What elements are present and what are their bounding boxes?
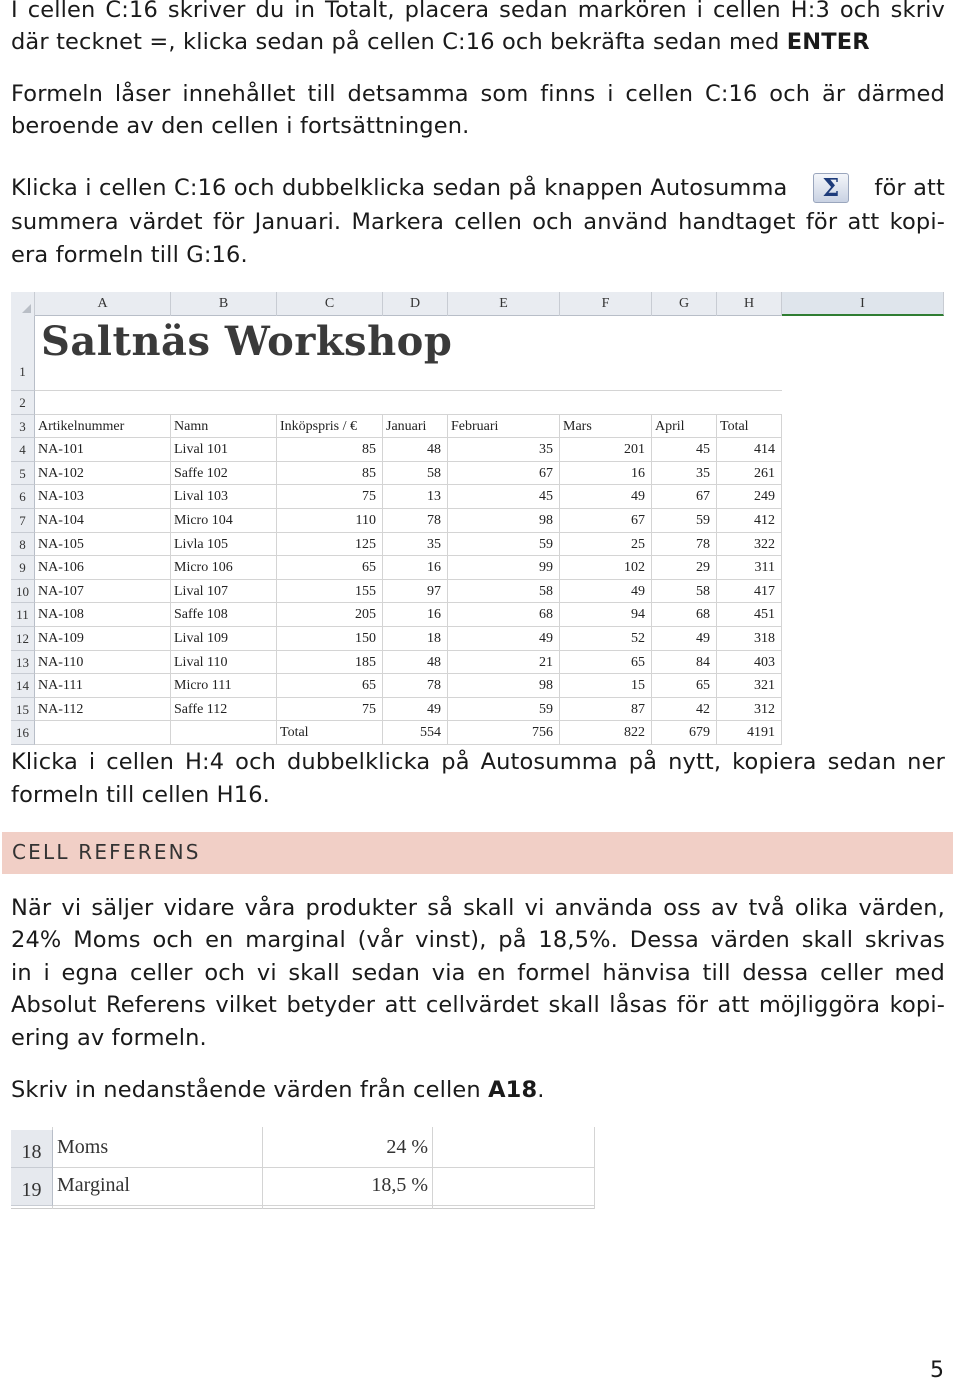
paragraph-line: I cellen C:16 skriver du in Totalt, placera sedan markören i cellen H:3 och skriv xyxy=(11,0,945,23)
sheet-cell: 102 xyxy=(624,560,645,576)
mini-value-cell: 18,5 % xyxy=(371,1174,428,1196)
sheet-cell: 35 xyxy=(539,442,553,458)
sheet-cell: 59 xyxy=(539,701,553,717)
mini-value-cell: 24 % xyxy=(386,1136,428,1158)
sheet-cell: Mars xyxy=(563,418,592,434)
paragraph-line: beroende av den cellen i fortsättningen. xyxy=(11,113,470,139)
paragraph-line: Klicka i cellen H:4 och dubbelklicka på Autosumma på nytt, kopiera sedan ner xyxy=(11,749,945,775)
sheet-cell: 65 xyxy=(631,654,645,670)
row-header-8: 8 xyxy=(11,533,35,557)
sheet-cell: 201 xyxy=(624,442,645,458)
mini-spreadsheet-screenshot xyxy=(11,1127,595,1209)
column-header-b: B xyxy=(171,292,277,316)
column-header-bar xyxy=(11,292,944,316)
sheet-cell: 85 xyxy=(362,442,376,458)
sheet-cell: 35 xyxy=(696,465,710,481)
sheet-cell: 25 xyxy=(631,536,645,552)
sheet-cell: 52 xyxy=(631,631,645,646)
sheet-cell: NA-105 xyxy=(38,536,84,552)
sheet-cell: 318 xyxy=(754,631,775,646)
sheet-cell: Januari xyxy=(386,418,427,434)
sheet-cell: 110 xyxy=(355,513,376,528)
sheet-cell: 16 xyxy=(631,465,645,481)
sheet-cell: 75 xyxy=(362,489,376,505)
sheet-cell: 58 xyxy=(427,465,441,481)
row-header-15: 15 xyxy=(11,698,35,722)
row-header-19: 19 xyxy=(11,1168,53,1206)
sheet-cell: 87 xyxy=(631,701,645,717)
gridline xyxy=(35,390,782,391)
sheet-cell: NA-112 xyxy=(38,701,84,717)
row-header-7: 7 xyxy=(11,509,35,533)
sheet-cell: 29 xyxy=(696,560,710,576)
sheet-cell: 49 xyxy=(539,631,553,646)
sheet-cell: 49 xyxy=(427,701,441,717)
sheet-cell: 4191 xyxy=(747,725,775,741)
sheet-cell: Inköpspris / € xyxy=(280,418,357,434)
paragraph-line: summera värdet för Januari. Markera cellen och använd handtaget för att kopi- xyxy=(11,209,945,235)
sheet-cell: 45 xyxy=(696,442,710,458)
column-header-f: F xyxy=(560,292,652,316)
column-header-a: A xyxy=(35,292,171,316)
sheet-cell: NA-110 xyxy=(38,654,84,670)
row-header-18: 18 xyxy=(11,1130,53,1168)
mini-label-cell: Marginal xyxy=(57,1174,130,1196)
sheet-cell: 68 xyxy=(696,607,710,623)
row-header-16: 16 xyxy=(11,721,35,745)
sheet-cell: 13 xyxy=(427,489,441,505)
sheet-cell: 78 xyxy=(427,678,441,694)
sheet-cell: 59 xyxy=(696,513,710,528)
sheet-cell: 48 xyxy=(427,654,441,670)
column-header-i: I xyxy=(782,292,944,316)
sheet-cell: 84 xyxy=(696,654,710,670)
sheet-cell: 75 xyxy=(362,701,376,717)
sheet-cell: 99 xyxy=(539,560,553,576)
spreadsheet-screenshot xyxy=(11,292,944,741)
sheet-cell: 94 xyxy=(631,607,645,623)
sheet-cell: 42 xyxy=(696,701,710,717)
autosum-icon: Σ xyxy=(813,173,849,203)
sheet-cell: Total xyxy=(720,418,749,434)
sheet-cell: Saffe 108 xyxy=(174,607,228,623)
row-header-6: 6 xyxy=(11,485,35,509)
row-header-10: 10 xyxy=(11,580,35,604)
sheet-cell: 679 xyxy=(689,725,710,741)
mini-label-cell: Moms xyxy=(57,1136,109,1158)
sheet-cell: 67 xyxy=(631,513,645,528)
sheet-cell: 554 xyxy=(420,725,441,741)
sheet-cell: NA-107 xyxy=(38,583,84,599)
gridline xyxy=(170,415,171,745)
column-header-e: E xyxy=(448,292,560,316)
sheet-cell: 97 xyxy=(427,583,441,599)
column-header-g: G xyxy=(652,292,717,316)
sheet-cell: 98 xyxy=(539,678,553,694)
paragraph-text: Skriv in nedanstående värden från cellen xyxy=(11,1077,489,1103)
sheet-cell: 822 xyxy=(624,725,645,741)
sheet-cell: 98 xyxy=(539,513,553,528)
row-header-14: 14 xyxy=(11,674,35,698)
row-header-1: 1 xyxy=(11,316,35,391)
paragraph-line: era formeln till G:16. xyxy=(11,242,248,268)
sheet-cell: Februari xyxy=(451,418,499,434)
page-number: 5 xyxy=(930,1358,944,1383)
row-header-5: 5 xyxy=(11,462,35,486)
sheet-cell: NA-101 xyxy=(38,442,84,458)
row-header-2: 2 xyxy=(11,391,35,415)
select-all-corner xyxy=(11,292,35,316)
column-header-h: H xyxy=(717,292,782,316)
paragraph-line: in i egna celler och vi skall sedan via en formel hänvisa till dessa celler med xyxy=(11,960,945,986)
sheet-cell: Namn xyxy=(174,418,209,434)
sheet-title: Saltnäs Workshop xyxy=(41,318,453,365)
sheet-cell: Lival 101 xyxy=(174,442,229,458)
paragraph-text: . xyxy=(537,1077,545,1103)
gridline xyxy=(781,415,782,745)
sheet-cell: Artikelnummer xyxy=(38,418,125,434)
sheet-cell: 15 xyxy=(631,678,645,694)
sheet-cell: 59 xyxy=(539,536,553,552)
sheet-cell: 322 xyxy=(754,536,775,552)
sheet-cell: 451 xyxy=(754,607,775,623)
sheet-cell: 45 xyxy=(539,489,553,505)
sheet-cell: 49 xyxy=(696,631,710,646)
row-header-4: 4 xyxy=(11,438,35,462)
paragraph-line xyxy=(11,26,945,59)
sheet-cell: 311 xyxy=(754,560,775,576)
sheet-cell: 85 xyxy=(362,465,376,481)
sheet-cell: 312 xyxy=(754,701,775,717)
sheet-cell: 185 xyxy=(355,654,376,670)
sheet-cell: Total xyxy=(280,725,309,741)
sheet-cell: 249 xyxy=(754,489,775,505)
gridline xyxy=(594,1127,595,1209)
sheet-cell: April xyxy=(655,418,685,434)
sheet-cell: Lival 103 xyxy=(174,489,229,505)
gridline xyxy=(53,1205,595,1206)
sheet-cell: Saffe 102 xyxy=(174,465,228,481)
sheet-cell: 67 xyxy=(539,465,553,481)
sheet-cell: 65 xyxy=(696,678,710,694)
sheet-cell: Lival 109 xyxy=(174,631,229,646)
paragraph-line xyxy=(11,1074,945,1107)
sheet-cell: 58 xyxy=(696,583,710,599)
sheet-cell: NA-104 xyxy=(38,513,84,528)
sheet-cell: 16 xyxy=(427,560,441,576)
sheet-cell: 67 xyxy=(696,489,710,505)
paragraph-line: Absolut Referens vilket betyder att cellvärdet skall låsas för att möjliggöra kopi- xyxy=(11,992,945,1018)
sheet-cell: Lival 110 xyxy=(174,654,228,670)
sheet-cell: 261 xyxy=(754,465,775,481)
sheet-cell: 35 xyxy=(427,536,441,552)
cell-ref-text: A18 xyxy=(488,1077,538,1103)
sheet-cell: 417 xyxy=(754,583,775,599)
sheet-cell: 49 xyxy=(631,583,645,599)
row-header-11: 11 xyxy=(11,603,35,627)
sheet-cell: Micro 106 xyxy=(174,560,233,576)
paragraph-line: formeln till cellen H16. xyxy=(11,782,270,808)
sheet-cell: NA-103 xyxy=(38,489,84,505)
sheet-cell: 65 xyxy=(362,678,376,694)
sheet-cell: 756 xyxy=(532,725,553,741)
sheet-cell: 321 xyxy=(754,678,775,694)
sheet-cell: 125 xyxy=(355,536,376,552)
row-header-12: 12 xyxy=(11,627,35,651)
sheet-cell: NA-106 xyxy=(38,560,84,576)
sheet-cell: 65 xyxy=(362,560,376,576)
paragraph-text: för att xyxy=(874,175,945,201)
gridline xyxy=(432,1127,433,1209)
enter-key-text: ENTER xyxy=(786,29,870,55)
sheet-cell: NA-111 xyxy=(38,678,83,694)
sheet-cell: Micro 111 xyxy=(174,678,232,694)
sheet-cell: 48 xyxy=(427,442,441,458)
sheet-cell: 205 xyxy=(355,607,376,623)
sheet-cell: 21 xyxy=(539,654,553,670)
sheet-cell: NA-102 xyxy=(38,465,84,481)
sheet-cell: 78 xyxy=(427,513,441,528)
sheet-cell: 403 xyxy=(754,654,775,670)
sheet-cell: 16 xyxy=(427,607,441,623)
sheet-cell: 412 xyxy=(754,513,775,528)
sheet-cell: 18 xyxy=(427,631,441,646)
sheet-cell: NA-108 xyxy=(38,607,84,623)
sheet-cell: Micro 104 xyxy=(174,513,233,528)
section-heading: CELL REFERENS xyxy=(12,840,201,864)
paragraph-line: ering av formeln. xyxy=(11,1025,207,1051)
sheet-cell: NA-109 xyxy=(38,631,84,646)
sheet-cell: 49 xyxy=(631,489,645,505)
paragraph-line: 24% Moms och en marginal (vår vinst), på 18,5%. Dessa värden skall skrivas xyxy=(11,927,945,953)
sheet-cell: Livla 105 xyxy=(174,536,229,552)
column-header-c: C xyxy=(277,292,383,316)
row-header-9: 9 xyxy=(11,556,35,580)
sheet-cell: 150 xyxy=(355,631,376,646)
paragraph-text: Klicka i cellen C:16 och dubbelklicka sedan på knappen Autosumma xyxy=(11,175,788,201)
paragraph-text: där tecknet =, klicka sedan på cellen C:16 och bekräfta sedan med xyxy=(11,29,787,55)
sheet-cell: 58 xyxy=(539,583,553,599)
paragraph-line: När vi säljer vidare våra produkter så skall vi använda oss av två olika värden, xyxy=(11,895,945,921)
paragraph-line: Formeln låser innehållet till detsamma som finns i cellen C:16 och är därmed xyxy=(11,81,945,107)
sheet-cell: 68 xyxy=(539,607,553,623)
sheet-cell: 414 xyxy=(754,442,775,458)
sheet-cell: Lival 107 xyxy=(174,583,229,599)
sheet-cell: Saffe 112 xyxy=(174,701,228,717)
sheet-cell: 155 xyxy=(355,583,376,599)
row-header-13: 13 xyxy=(11,651,35,675)
section-heading-band xyxy=(2,832,953,874)
row-header-3: 3 xyxy=(11,415,35,439)
sheet-cell: 78 xyxy=(696,536,710,552)
paragraph-line xyxy=(11,172,945,205)
column-header-d: D xyxy=(383,292,448,316)
